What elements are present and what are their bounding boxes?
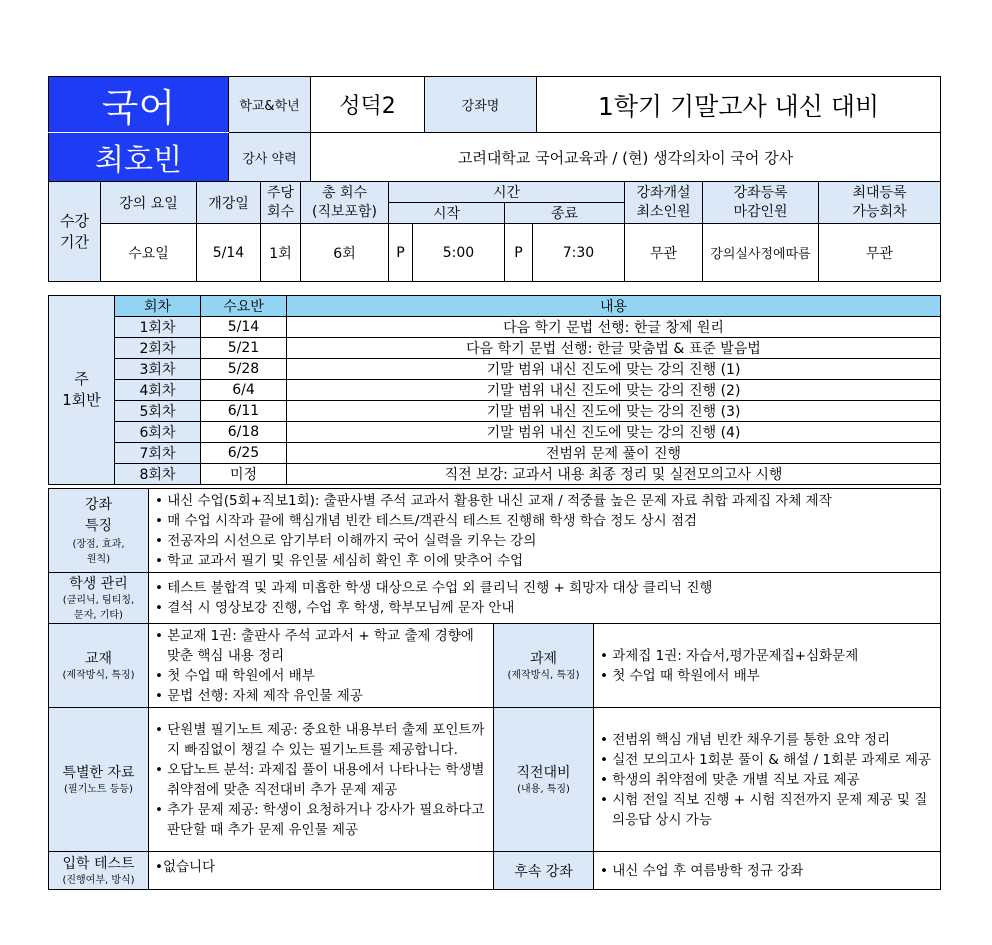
session-date: 5/14 — [201, 317, 287, 338]
header-weekly: 주당 회수 — [261, 182, 301, 224]
homework-content — [594, 624, 941, 708]
list-item: • 과제집 1권: 자습서,평가문제집+심화문제 — [600, 646, 934, 666]
features-title-cell — [49, 489, 149, 573]
list-item: • 전범위 핵심 개념 빈칸 채우기를 통한 요약 정리 — [600, 730, 934, 750]
header-max: 최대등록 가능회차 — [819, 182, 941, 224]
value-day: 수요일 — [101, 224, 197, 282]
schedule-label: 주 1회반 — [49, 296, 115, 485]
value-end-ap: P — [505, 224, 533, 282]
value-weekly: 1회 — [261, 224, 301, 282]
schedule-header-content: 내용 — [287, 296, 941, 317]
list-item: • 내신 수업 후 여름방학 정규 강좌 — [600, 861, 934, 881]
course-name-label: 강좌명 — [425, 77, 537, 133]
list-item: • 추가 문제 제공: 학생이 요청하거나 강사가 필요하다고 판단할 때 추가 문제 유인물 제공 — [155, 800, 487, 840]
session-content: 다음 학기 문법 선행: 한글 맞춤법 & 표준 발음법 — [287, 338, 941, 359]
session-date: 6/18 — [201, 422, 287, 443]
management-title-cell — [49, 573, 149, 624]
value-total: 6회 — [301, 224, 389, 282]
value-deadline: 강의실사정에따름 — [703, 224, 819, 282]
list-item: • 학생의 취약점에 맞춘 개별 직보 자료 제공 — [600, 770, 934, 790]
teacher-cell — [49, 133, 229, 182]
follow-up-content — [594, 852, 941, 890]
period-label: 수강 기간 — [49, 182, 101, 282]
list-item: • 테스트 불합격 및 과제 미흡한 학생 대상으로 수업 외 클리닉 진행 + 희망자 대상 클리닉 진행 — [155, 578, 934, 598]
period-table — [48, 181, 941, 282]
table-row — [49, 401, 941, 422]
value-max: 무관 — [819, 224, 941, 282]
schedule-table — [48, 295, 941, 485]
header-start: 시작 — [389, 203, 505, 224]
management-sub: (클리닉, 팀티칭, 문자, 기타) — [62, 595, 135, 621]
session-date: 6/25 — [201, 443, 287, 464]
header-table — [48, 76, 941, 182]
features-content — [149, 489, 941, 573]
session-date: 6/11 — [201, 401, 287, 422]
final-prep-content — [594, 708, 941, 852]
textbook-content — [149, 624, 494, 708]
list-item: • 시험 전일 직보 진행 + 시험 직전까지 문제 제공 및 질의응답 상시 가능 — [600, 790, 934, 830]
special-sub: (필기노트 등등) — [64, 784, 133, 795]
session-label: 2회차 — [115, 338, 201, 359]
table-row — [49, 359, 941, 380]
special-title-cell — [49, 708, 149, 852]
list-item: • 매 수업 시작과 끝에 핵심개념 빈칸 테스트/객관식 테스트 진행해 학생 학습 정도 상시 점검 — [155, 511, 934, 531]
teacher-name: 최호빈 — [95, 143, 182, 178]
list-item: • 단원별 필기노트 제공: 중요한 내용부터 출제 포인트까지 빠짐없이 챙길 수 있는 필기노트를 제공합니다. — [155, 720, 487, 760]
textbook-title-cell — [49, 624, 149, 708]
header-deadline: 강좌등록 마감인원 — [703, 182, 819, 224]
header-total: 총 회수 (직보포함) — [301, 182, 389, 224]
table-row — [49, 422, 941, 443]
table-row — [49, 443, 941, 464]
session-content: 기말 범위 내신 진도에 맞는 강의 진행 (2) — [287, 380, 941, 401]
session-label: 8회차 — [115, 464, 201, 485]
special-content — [149, 708, 494, 852]
session-content: 기말 범위 내신 진도에 맞는 강의 진행 (1) — [287, 359, 941, 380]
management-title: 학생 관리 — [69, 576, 128, 592]
special-title: 특별한 자료 — [62, 765, 135, 781]
list-item: • 내신 수업(5회+직보1회): 출판사별 주석 교과서 활용한 내신 교재 / 적중률 높은 문제 자료 취합 과제집 자체 제작 — [155, 491, 934, 511]
session-label: 1회차 — [115, 317, 201, 338]
session-content: 전범위 문제 풀이 진행 — [287, 443, 941, 464]
list-item: • 결석 시 영상보강 진행, 수업 후 학생, 학부모님께 문자 안내 — [155, 598, 934, 618]
table-row — [49, 338, 941, 359]
career-label: 강사 약력 — [229, 133, 311, 182]
table-row — [49, 317, 941, 338]
list-item: • 문법 선행: 자체 제작 유인물 제공 — [155, 686, 487, 706]
schedule-header-date: 수요반 — [201, 296, 287, 317]
list-item: • 첫 수업 때 학원에서 배부 — [155, 666, 487, 686]
header-time: 시간 — [389, 182, 625, 203]
follow-up-title: 후속 강좌 — [494, 852, 594, 890]
header-end: 종료 — [505, 203, 625, 224]
header-day: 강의 요일 — [101, 182, 197, 224]
list-item: • 본교재 1권: 출판사 주석 교과서 + 학교 출제 경향에 맞춘 핵심 내용 정리 — [155, 626, 487, 666]
session-content: 기말 범위 내신 진도에 맞는 강의 진행 (3) — [287, 401, 941, 422]
final-prep-title: 직전대비 — [516, 765, 571, 781]
features-sub: (장점, 효과, 원칙) — [72, 538, 125, 565]
session-label: 3회차 — [115, 359, 201, 380]
session-date: 6/4 — [201, 380, 287, 401]
schedule-header-session: 회차 — [115, 296, 201, 317]
session-label: 6회차 — [115, 422, 201, 443]
entrance-test-value: •없습니다 — [149, 852, 494, 890]
value-start-date: 5/14 — [197, 224, 261, 282]
textbook-sub: (제작방식, 특징) — [62, 670, 135, 681]
subject: 국어 — [101, 86, 176, 130]
session-content: 기말 범위 내신 진도에 맞는 강의 진행 (4) — [287, 422, 941, 443]
table-row — [49, 464, 941, 485]
session-date: 5/21 — [201, 338, 287, 359]
school-grade-label: 학교&학년 — [229, 77, 311, 133]
school-grade: 성덕2 — [311, 77, 425, 133]
homework-title-cell — [494, 624, 594, 708]
value-start-ap: P — [389, 224, 413, 282]
session-label: 4회차 — [115, 380, 201, 401]
textbook-title: 교재 — [84, 651, 113, 667]
list-item: • 첫 수업 때 학원에서 배부 — [600, 666, 934, 686]
entrance-test-sub: (진행여부, 방식) — [62, 875, 135, 886]
value-start-time: 5:00 — [413, 224, 505, 282]
details-table — [48, 488, 941, 890]
session-label: 7회차 — [115, 443, 201, 464]
session-date: 5/28 — [201, 359, 287, 380]
header-min: 강좌개설 최소인원 — [625, 182, 703, 224]
value-end-time: 7:30 — [533, 224, 625, 282]
session-label: 5회차 — [115, 401, 201, 422]
session-content: 직전 보강: 교과서 내용 최종 정리 및 실전모의고사 시행 — [287, 464, 941, 485]
list-item: • 실전 모의고사 1회분 풀이 & 해설 / 1회분 과제로 제공 — [600, 750, 934, 770]
homework-title: 과제 — [529, 651, 558, 667]
list-item: • 오답노트 분석: 과제집 풀이 내용에서 나타나는 학생별 취약점에 맞춘 직전대비 추가 문제 제공 — [155, 760, 487, 800]
table-row — [49, 380, 941, 401]
entrance-test-title: 입학 테스트 — [62, 856, 135, 872]
header-start-date: 개강일 — [197, 182, 261, 224]
session-content: 다음 학기 문법 선행: 한글 창제 원리 — [287, 317, 941, 338]
final-prep-title-cell — [494, 708, 594, 852]
list-item: • 전공자의 시선으로 암기부터 이해까지 국어 실력을 키우는 강의 — [155, 531, 934, 551]
course-name: 1학기 기말고사 내신 대비 — [537, 77, 941, 133]
list-item: • 학교 교과서 필기 및 유인물 세심히 확인 후 이에 맞추어 수업 — [155, 551, 934, 571]
final-prep-sub: (내용, 특징) — [517, 784, 570, 795]
management-content — [149, 573, 941, 624]
features-title: 강좌 특징 — [84, 496, 113, 534]
career: 고려대학교 국어교육과 / (현) 생각의차이 국어 강사 — [311, 133, 941, 182]
entrance-test-title-cell — [49, 852, 149, 890]
subject-cell — [49, 77, 229, 133]
value-min: 무관 — [625, 224, 703, 282]
session-date: 미정 — [201, 464, 287, 485]
homework-sub: (제작방식, 특징) — [507, 670, 580, 681]
